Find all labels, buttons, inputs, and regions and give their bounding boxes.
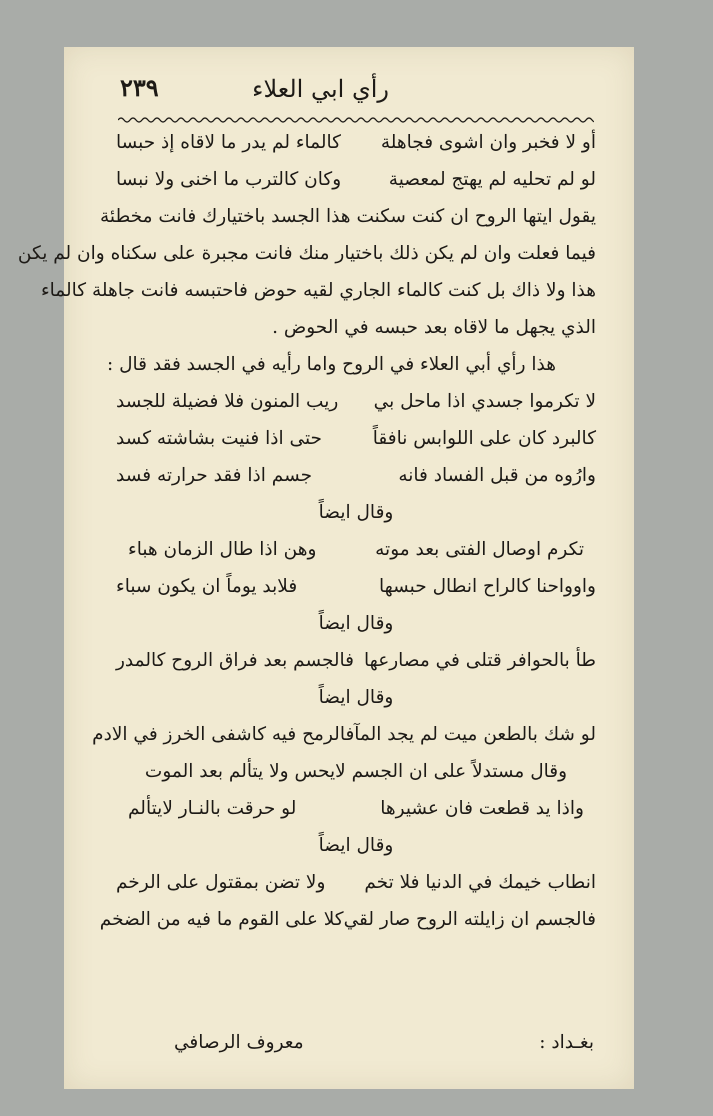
verse-first-hemistich: فالجسم ان زايلته الروح صار لقي xyxy=(343,909,596,930)
verse-second-hemistich: كالماء لم يدر ما لاقاه إذ حبسا xyxy=(116,132,341,153)
verse-first-hemistich: لا تكرموا جسدي اذا ماحل بي xyxy=(373,391,596,412)
verse-first-hemistich: كالبرد كان على اللوابس نافقاً xyxy=(372,428,596,449)
verse-line xyxy=(116,420,596,457)
verse-line xyxy=(116,383,596,420)
verse-line xyxy=(116,457,596,494)
verse-line xyxy=(116,161,596,198)
verse-line xyxy=(116,642,596,679)
verse-second-hemistich: وكان كالترب ما اخنى ولا نبسا xyxy=(116,169,342,190)
page-number: ٢٣٩ xyxy=(120,73,159,102)
verse-second-hemistich: فالجسم بعد فراق الروح كالمدر xyxy=(116,650,355,671)
verse-second-hemistich: جسم اذا فقد حرارته فسد xyxy=(116,465,313,486)
verse-first-hemistich: لو لم تحليه لم يهتج لمعصية xyxy=(388,169,596,190)
verse-second-hemistich: ريب المنون فلا فضيلة للجسد xyxy=(116,391,339,412)
verse-first-hemistich: وارُوه من قبل الفساد فانه xyxy=(398,465,596,486)
verse-first-hemistich: واوواحنا كالراح انطال حبسها xyxy=(379,576,596,597)
verse-line xyxy=(116,124,596,161)
verse-second-hemistich: كلا على القوم ما فيه من الضخم xyxy=(99,909,344,930)
verse-first-hemistich: لو شك بالطعن ميت لم يجد المآ xyxy=(354,724,596,745)
verse-first-hemistich: طأ بالحوافر قتلى في مصارعها xyxy=(364,650,596,671)
verse-line xyxy=(92,716,596,753)
centered-text-line: وقال مستدلاً على ان الجسم لايحس ولا يتألم بعد الموت xyxy=(144,761,568,782)
verse-second-hemistich: فلابد يوماً ان يكون سباء xyxy=(116,576,298,597)
verse-line xyxy=(116,531,596,568)
signature-author: معروف الرصافي xyxy=(174,1032,304,1053)
prose-line: هذا رأي أبي العلاء في الروح واما رأيه في الجسد فقد قال : xyxy=(106,354,556,375)
verse-second-hemistich: ولا تضن بمقتول على الرخم xyxy=(116,872,326,893)
prose-line: فيما فعلت وان لم يكن ذلك باختيار منك فانت مجبرة على سكناه وان لم يكن xyxy=(17,243,596,264)
poem-heading: وقال ايضاً xyxy=(318,613,394,634)
signature-line xyxy=(64,1032,634,1053)
verse-first-hemistich: تكرم اوصال الفتى بعد موته xyxy=(375,539,584,560)
verse-second-hemistich: فالرمح فيه كاشفى الخرز في الادم xyxy=(92,724,355,745)
verse-first-hemistich: أو لا فخبر وان اشوى فجاهلة xyxy=(380,132,596,153)
poem-heading: وقال ايضاً xyxy=(318,835,394,856)
prose-line: يقول ايتها الروح ان كنت سكنت هذا الجسد باختيارك فانت مخطئة xyxy=(99,206,596,227)
verse-second-hemistich: حتى اذا فنيت بشاشته كسد xyxy=(116,428,322,449)
verse-line xyxy=(116,568,596,605)
prose-line: هذا ولا ذاك بل كنت كالماء الجاري لقيه حوض فاحتبسه فانت جاهلة كالماء xyxy=(40,280,596,301)
verse-first-hemistich: انطاب خيمك في الدنيا فلا تخم xyxy=(364,872,596,893)
page-header xyxy=(120,69,594,109)
page-body xyxy=(17,124,596,938)
prose-line: الذي يجهل ما لاقاه بعد حبسه في الحوض . xyxy=(272,317,596,338)
verse-first-hemistich: واذا يد قطعت فان عشيرها xyxy=(380,798,584,819)
verse-second-hemistich: لو حرقت بالنـار لايتألم xyxy=(128,798,297,819)
signature-place: بغـداد : xyxy=(539,1032,594,1053)
verse-line xyxy=(116,864,596,901)
verse-line xyxy=(99,901,596,938)
verse-second-hemistich: وهن اذا طال الزمان هباء xyxy=(128,539,317,560)
running-head: رأي ابي العلاء xyxy=(252,75,389,103)
verse-line xyxy=(116,790,596,827)
poem-heading: وقال ايضاً xyxy=(318,502,394,523)
book-page xyxy=(17,47,634,1089)
poem-heading: وقال ايضاً xyxy=(318,687,394,708)
